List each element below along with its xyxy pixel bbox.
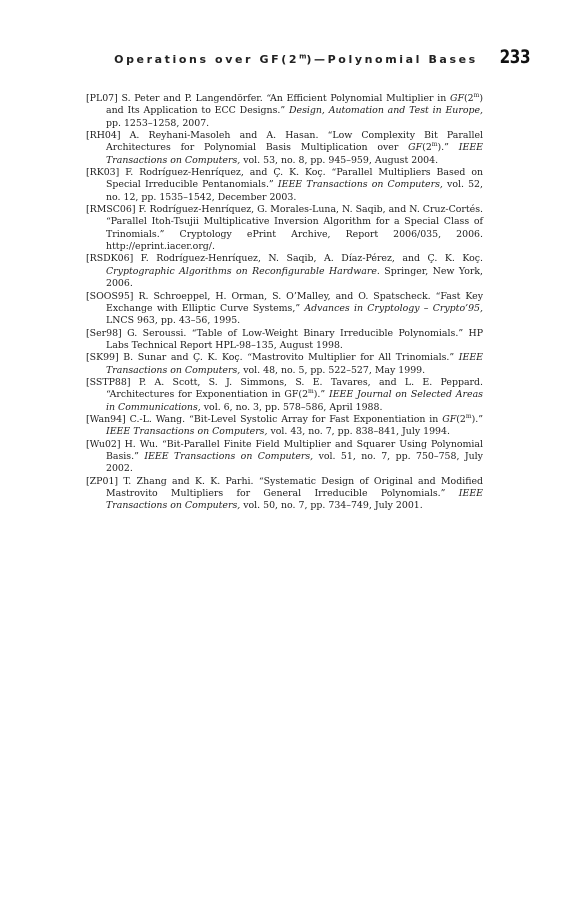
reference-text: ).”: [313, 389, 329, 401]
reference-text: pp. 1253–1258, 2007.: [106, 117, 210, 129]
reference-text: ).”: [437, 142, 459, 154]
reference-key: [SOOS95]: [86, 290, 134, 302]
reference-entry: [86, 93, 483, 130]
reference-italic-text: GF: [450, 93, 464, 104]
reference-italic-text: Design, Automation and Test in Europe,: [289, 105, 483, 117]
reference-text: F. Rodríguez-Henríquez, N. Saqib, A. Díaz-Pérez, and Ç. K. Koç.: [140, 253, 483, 265]
reference-italic-text: GF: [408, 142, 423, 154]
running-head: [114, 53, 478, 66]
reference-text: vol. 48, no. 5, pp. 522–527, May 1999.: [240, 364, 426, 376]
reference-text: H. Wu. “Bit-Parallel Finite Field Multiplier and Squarer Using Polynomial Basis.”: [106, 438, 483, 462]
reference-key: [Wan94]: [86, 413, 126, 425]
reference-entry: [86, 328, 483, 353]
reference-text: Springer, New York, 2006.: [106, 265, 483, 290]
reference-entry: [86, 167, 483, 204]
reference-text: LNCS 963, pp. 43–56, 1995.: [106, 315, 241, 327]
reference-text: vol. 6, no. 3, pp. 578–586, April 1988.: [200, 401, 383, 413]
reference-entry: [86, 476, 483, 513]
reference-entry: [86, 204, 483, 253]
reference-italic-text: Cryptographic Algorithms on Reconfigurable Hardware.: [106, 265, 380, 277]
reference-text: R. Schroeppel, H. Orman, S. O’Malley, and O. Spatscheck. “Fast Key Exchange with Elliptic Curve Systems,”: [106, 290, 484, 314]
reference-italic-text: IEEE Transactions on Computers,: [106, 488, 483, 512]
running-head-pre: Operations over GF(2: [114, 53, 300, 66]
reference-key: [RH04]: [86, 130, 121, 142]
reference-superscript: m: [465, 412, 472, 420]
reference-superscript: m: [473, 91, 480, 99]
reference-text: vol. 50, no. 7, pp. 734–749, July 2001.: [240, 500, 423, 512]
reference-italic-text: GF: [442, 413, 457, 425]
reference-text: F. Rodríguez-Henríquez, and Ç. K. Koç. “Parallel Multipliers Based on Special Irreducible Pentanomials.”: [106, 167, 483, 191]
reference-entry: [86, 352, 483, 377]
reference-text: B. Sunar and Ç. K. Koç. “Mastrovito Multiplier for All Trinomials.”: [123, 352, 459, 364]
reference-text: vol. 53, no. 8, pp. 945–959, August 2004.: [240, 154, 439, 166]
page-number: 233: [499, 46, 530, 68]
reference-superscript: m: [431, 141, 438, 149]
reference-text: T. Zhang and K. K. Parhi. “Systematic Design of Original and Modified Mastrovito Multipliers for General Irreducible Polynomials.”: [106, 475, 483, 499]
reference-key: [RK03]: [86, 167, 120, 179]
reference-italic-text: IEEE Transactions on Computers,: [144, 450, 314, 462]
reference-italic-text: IEEE Transactions on Computers,: [106, 142, 483, 166]
reference-entry: [86, 130, 483, 167]
reference-text: A. Reyhani-Masoleh and A. Hasan. “Low Complexity Bit Parallel Architectures for Polynomial Basis Multiplication over: [106, 130, 483, 154]
reference-text: vol. 43, no. 7, pp. 838–841, July 1994.: [267, 426, 450, 438]
reference-key: [SSTP88]: [86, 376, 131, 388]
reference-text: ) and Its Application to ECC Designs.”: [106, 93, 483, 117]
reference-text: (2: [464, 93, 474, 104]
reference-entry: [86, 439, 483, 476]
reference-italic-text: IEEE Journal on Selected Areas in Communications,: [106, 389, 483, 413]
reference-italic-text: IEEE Transactions on Computers,: [277, 179, 443, 191]
reference-text: vol. 52, no. 12, pp. 1535–1542, December 2003.: [106, 179, 484, 203]
running-head-post: )—Polynomial Bases: [306, 53, 478, 66]
reference-entry: [86, 291, 483, 328]
reference-list: [86, 93, 483, 513]
reference-text: P. A. Scott, S. J. Simmons, S. E. Tavares, and L. E. Peppard. “Architectures for Exponentiation in GF(2: [106, 376, 483, 401]
reference-text: C.-L. Wang. “Bit-Level Systolic Array for Fast Exponentiation in: [129, 413, 443, 425]
running-head-superscript: m: [299, 52, 307, 61]
reference-text: F. Rodríguez-Henríquez, G. Morales-Luna, N. Saqib, and N. Cruz-Cortés. “Parallel Itoh-Tsujii Multiplicative Inversion Algorithm for a Special Class of Trinomials.” Cryptology ePrint Archive, Report 2006/035, 2006. http://eprint.iacer.org/.: [106, 204, 484, 253]
reference-text: (2: [456, 413, 466, 425]
reference-text: G. Seroussi. “Table of Low-Weight Binary Irreducible Polynomials.” HP Labs Technical Report HPL-98–135, August 1998.: [106, 327, 483, 351]
reference-entry: [86, 414, 483, 439]
reference-italic-text: IEEE Transactions on Computers,: [106, 352, 483, 376]
reference-entry: [86, 377, 483, 414]
reference-key: [Ser98]: [86, 327, 122, 339]
reference-key: [PL07]: [86, 93, 118, 104]
reference-key: [ZP01]: [86, 475, 119, 487]
reference-superscript: m: [308, 388, 314, 396]
reference-text: S. Peter and P. Langendörfer. “An Efficient Polynomial Multiplier in: [121, 93, 450, 104]
reference-key: [SK99]: [86, 352, 119, 364]
reference-key: [Wu02]: [86, 438, 121, 450]
reference-entry: [86, 253, 483, 290]
reference-key: [RSDK06]: [86, 253, 134, 265]
reference-italic-text: IEEE Transactions on Computers,: [106, 426, 268, 438]
reference-text: vol. 51, no. 7, pp. 750–758, July 2002.: [106, 450, 483, 475]
reference-italic-text: Advances in Cryptology – Crypto’95,: [304, 302, 483, 314]
reference-text: (2: [422, 142, 432, 154]
reference-text: ).”: [471, 413, 483, 425]
reference-key: [RMSC06]: [86, 204, 136, 216]
page-header: [0, 46, 530, 68]
